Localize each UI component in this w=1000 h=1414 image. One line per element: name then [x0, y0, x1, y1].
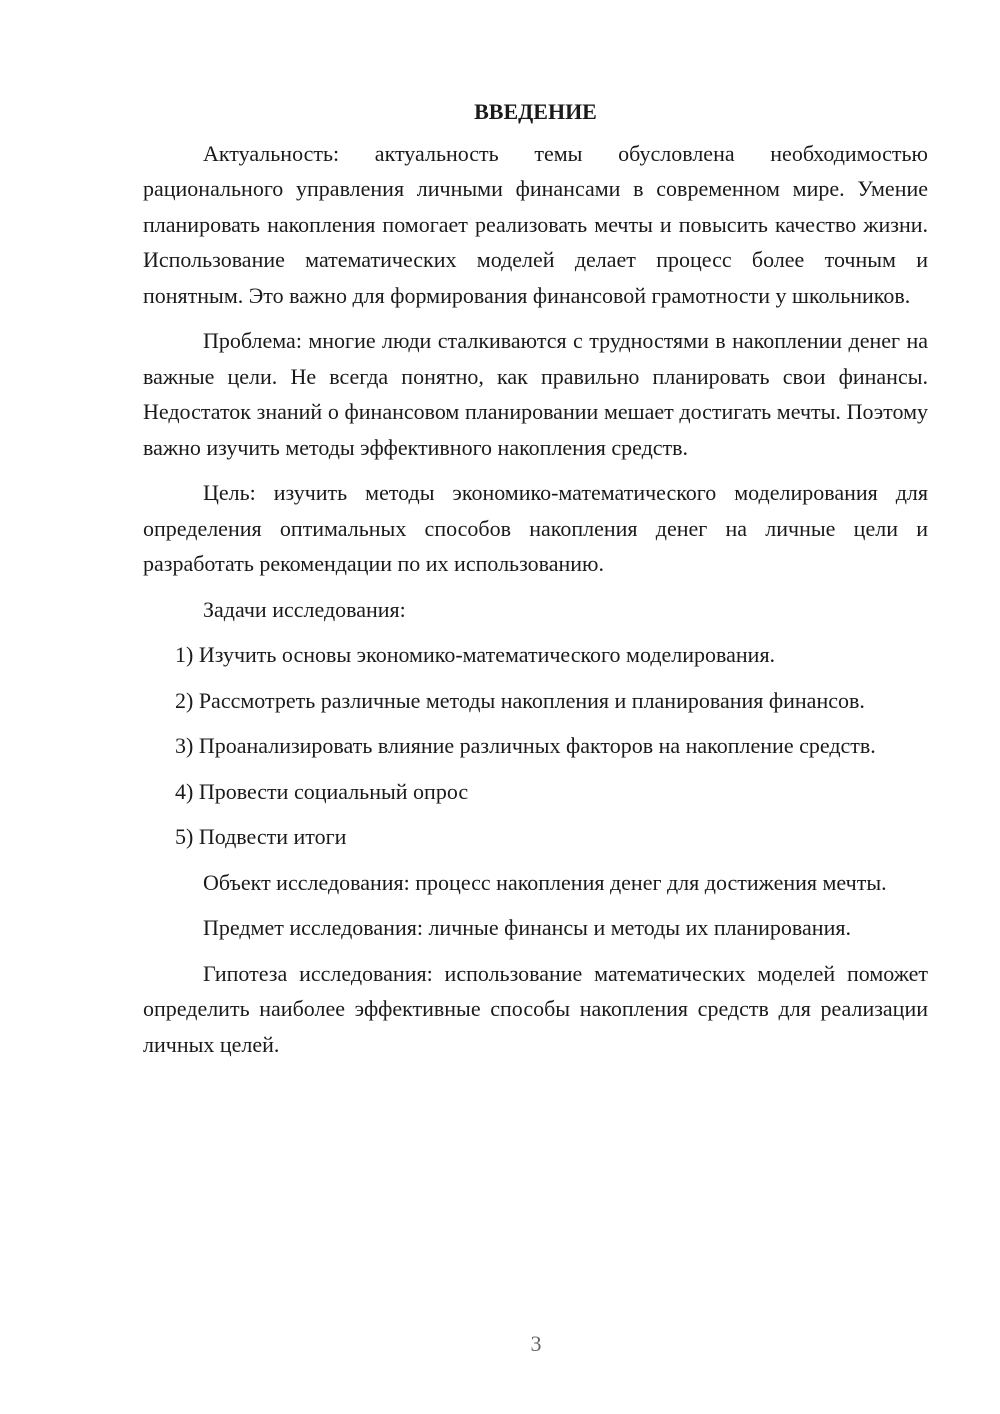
- tasks-heading: Задачи исследования:: [203, 596, 406, 622]
- task-item: 5) Подвести итоги: [175, 824, 347, 849]
- section-title: ВВЕДЕНИЕ: [474, 99, 597, 124]
- task-item: 3) Проанализировать влияние различных факторов на накопление средств.: [175, 733, 876, 758]
- goal-paragraph: Цель: изучить методы экономико-математического моделирования для определения оптимальных способов накопления денег на личные цели и разработать рекомендации по их использованию.: [143, 480, 928, 576]
- subject-paragraph: Предмет исследования: личные финансы и методы их планирования.: [203, 915, 851, 940]
- task-item: 2) Рассмотреть различные методы накопления и планирования финансов.: [175, 687, 865, 713]
- page-number: 3: [530, 1331, 542, 1356]
- document-page: [143, 94, 928, 1072]
- problem-paragraph: Проблема: многие люди сталкиваются с трудностями в накоплении денег на важные цели. Не всегда понятно, как правильно планировать свои финансы. Недостаток знаний о финансовом планировании мешает достигать мечты. Поэтому важно изучить методы эффективного накопления средств.: [143, 328, 928, 460]
- task-item: 1) Изучить основы экономико-математического моделирования.: [175, 642, 776, 667]
- object-paragraph: Объект исследования: процесс накопления денег для достижения мечты.: [203, 869, 887, 895]
- hypothesis-paragraph: Гипотеза исследования: использование математических моделей поможет определить наиболее эффективные способы накопления средств для реализации личных целей.: [143, 960, 928, 1057]
- relevance-paragraph: Актуальность: актуальность темы обусловлена необходимостью рационального управления личными финансами в современном мире. Умение планировать накопления помогает реализовать мечты и повысить качество жизни. Использование математических моделей делает процесс более точным и понятным. Это важно для формирования финансовой грамотности у школьников.: [143, 140, 928, 308]
- task-item: 4) Провести социальный опрос: [175, 778, 469, 804]
